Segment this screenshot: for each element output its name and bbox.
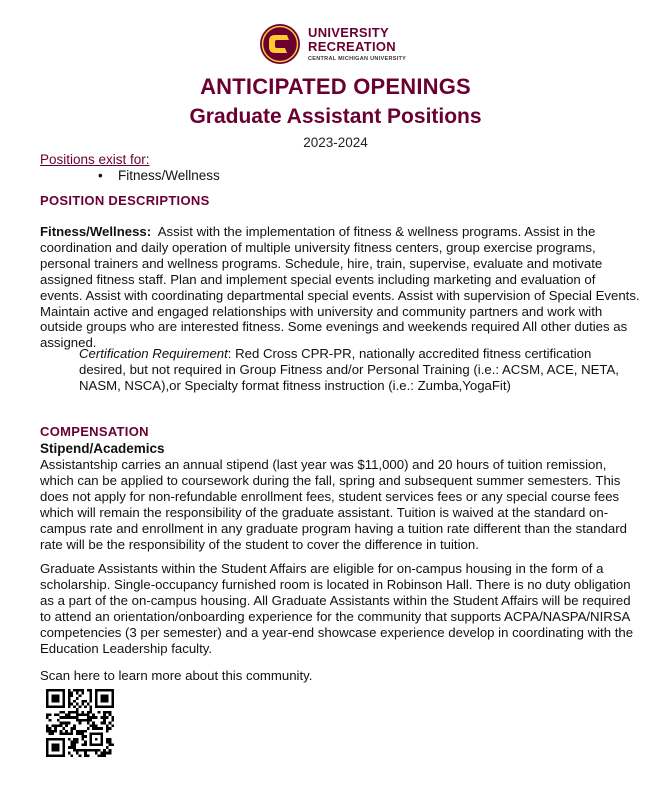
page-title: ANTICIPATED OPENINGS — [200, 74, 471, 99]
stipend-heading: Stipend/Academics — [40, 441, 165, 456]
fitness-description — [40, 224, 640, 351]
position-descriptions-heading: POSITION DESCRIPTIONS — [40, 193, 210, 208]
fitness-label: Fitness/Wellness: — [40, 224, 152, 239]
fitness-text: Assist with the implementation of fitness & wellness programs. Assist in the coordination and daily operation of multiple university fitness centers, group exercise programs, personal trainers and wellness programs. Schedule, hire, train, supervise, evaluate and motivate assigned fitness staff. Plan and implement special events including marketing and evaluation of events. Assist with coordinating departmental special events. Assist with supervision of Special Events. Maintain active and engaged relationships with university and community partners and work with outside groups who are interested fitness. Some evenings and weekends required All other duties as assigned. — [40, 224, 640, 351]
university-recreation-logo — [258, 22, 418, 66]
cmu-c-logo-icon — [258, 22, 302, 66]
position-name: Fitness/Wellness — [118, 168, 220, 183]
compensation-heading: COMPENSATION — [40, 424, 149, 439]
logo-line-cmu: CENTRAL MICHIGAN UNIVERSITY — [308, 56, 407, 62]
stipend-paragraph: Assistantship carries an annual stipend (last year was $11,000) and 20 hours of tuition remission, which can be applied to coursework during the fall, spring and subsequent summer semesters. This does not apply for non-refundable enrollment fees, student services fees or any special course fees which will remain the responsibility of the graduate assistant. Tuition is waived at the standard on-campus rate and enrollment in any graduate program having a tuition rate different than the standard rate will be the responsibility of the student to cover the difference in tuition. — [40, 457, 627, 552]
cert-text: : Red Cross CPR-PR, nationally accredited fitness certification desired, but not required in Group Fitness and/or Personal Training (i.e.: ACSM, ACE, NETA, NASM, NSCA),or Specialty format fitness instruction (i.e.: Zumba,YogaFit) — [79, 346, 619, 393]
qr-code-icon[interactable] — [46, 689, 114, 757]
bullet-icon: • — [98, 168, 103, 183]
logo-line-university: UNIVERSITY — [308, 25, 390, 40]
page-subtitle: Graduate Assistant Positions — [189, 105, 482, 128]
logo-line-recreation: RECREATION — [308, 39, 396, 54]
academic-year: 2023-2024 — [303, 135, 368, 150]
certification-requirement — [79, 346, 639, 394]
scan-text: Scan here to learn more about this community. — [40, 668, 313, 683]
cert-label: Certification Requirement — [79, 346, 228, 361]
housing-paragraph: Graduate Assistants within the Student Affairs are eligible for on-campus housing in the form of a scholarship. Single-occupancy furnished room is located in Robinson Hall. There is no duty obligation as a part of the on-campus housing. All Graduate Assistants within the Student Affairs will be required to attend an orientation/onboarding experience for the community that supports ACPA/NASPA/NIRSA competencies (3 per semester) and a year-end showcase experience develop in coordinating with the Education Leadership faculty. — [40, 561, 634, 656]
positions-label: Positions exist for: — [40, 152, 150, 167]
